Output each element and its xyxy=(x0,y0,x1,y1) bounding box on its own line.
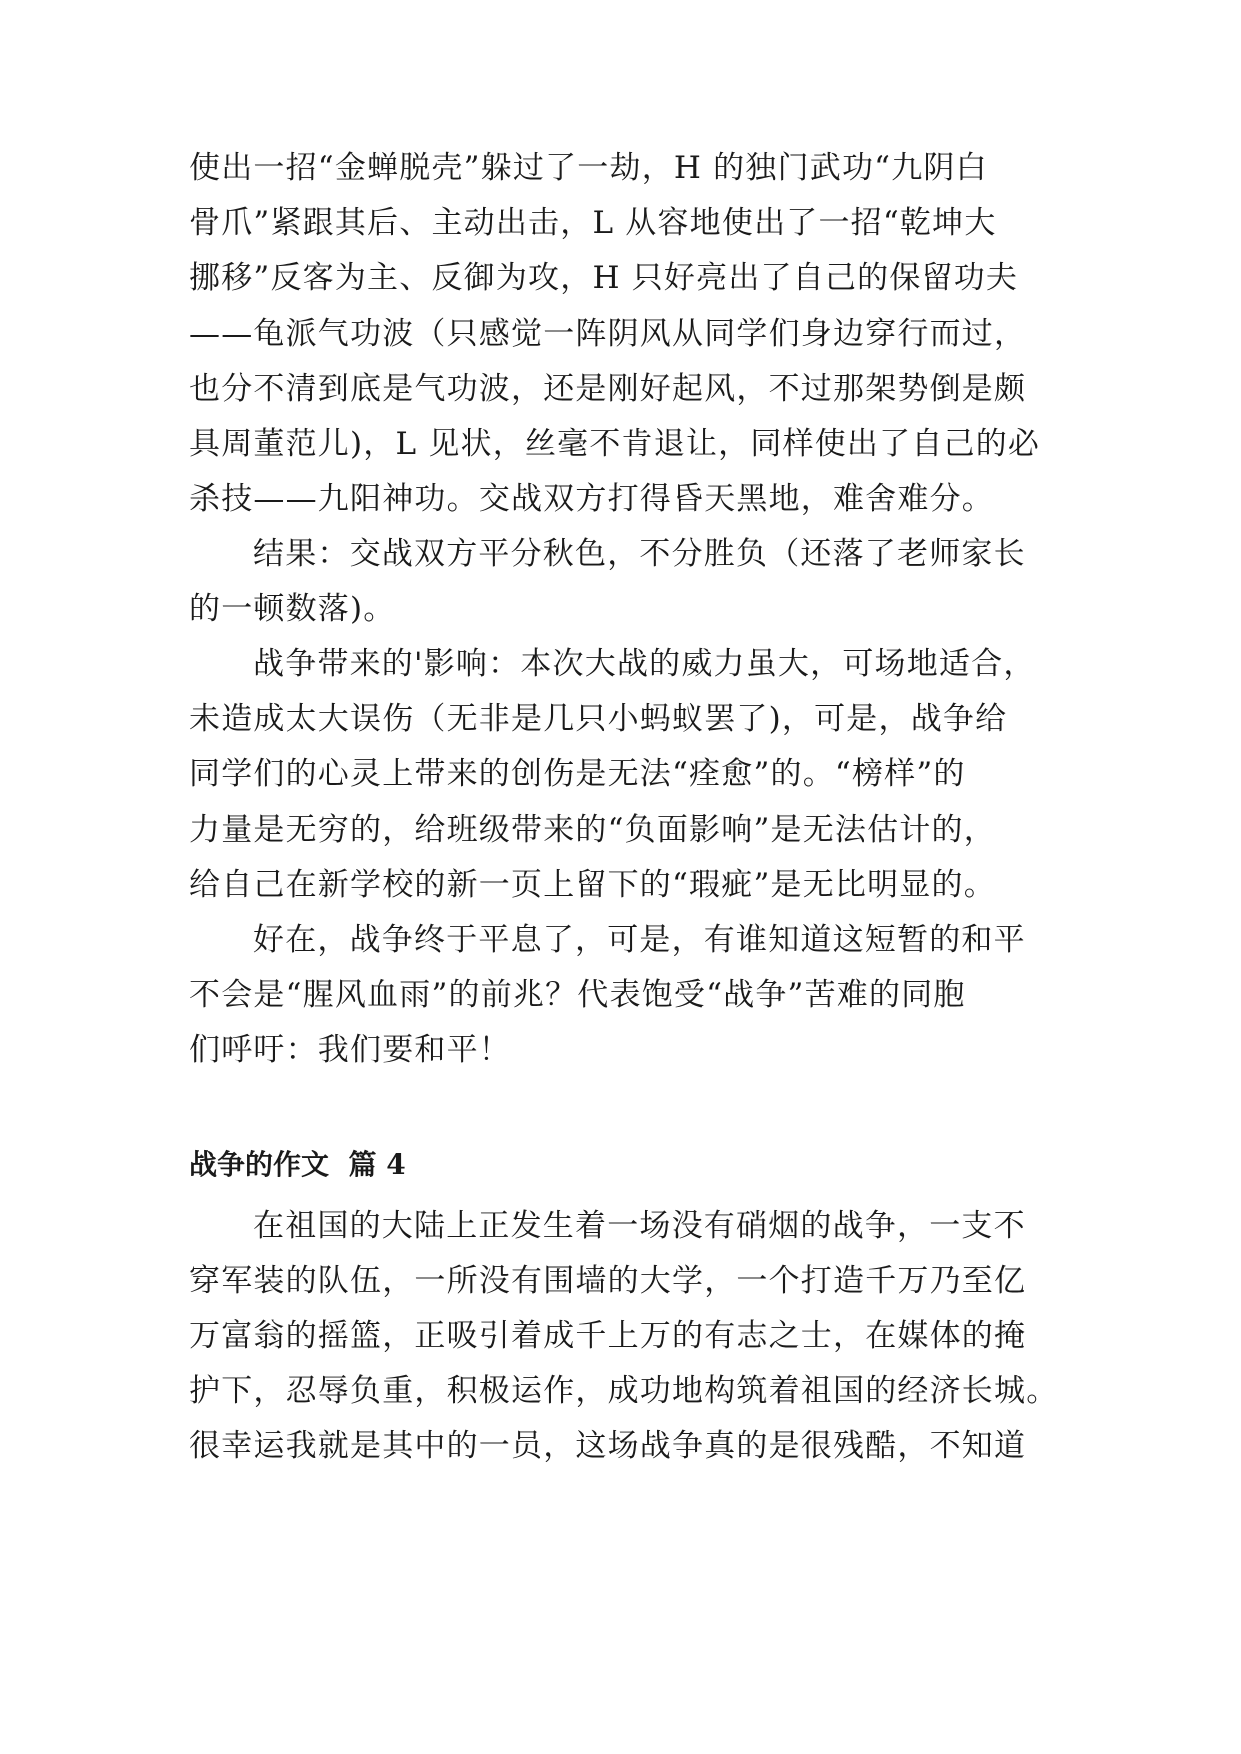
paragraph-line: 战争带来的'影响：本次大战的威力虽大，可场地适合， xyxy=(253,646,1036,682)
paragraph-line: 结果：交战双方平分秋色，不分胜负（还落了老师家长 xyxy=(253,536,1026,572)
paragraph-line: 好在，战争终于平息了，可是，有谁知道这短暂的和平 xyxy=(253,922,1026,958)
paragraph-line: 挪移”反客为主、反御为攻，H 只好亮出了自己的保留功夫 xyxy=(189,260,1019,296)
paragraph-line: 骨爪”紧跟其后、主动出击，L 从容地使出了一招“乾坤大 xyxy=(189,205,997,241)
paragraph-line: ——龟派气功波（只感觉一阵阴风从同学们身边穿行而过， xyxy=(189,316,1027,352)
paragraph-line: 杀技——九阳神功。交战双方打得昏天黑地，难舍难分。 xyxy=(189,481,994,517)
paragraph-line: 具周董范儿)，L 见状，丝毫不肯退让，同样使出了自己的必 xyxy=(189,426,1041,462)
paragraph-line: 力量是无穷的，给班级带来的“负面影响”是无法估计的， xyxy=(189,812,996,848)
paragraph-line: 在祖国的大陆上正发生着一场没有硝烟的战争，一支不 xyxy=(253,1208,1026,1244)
section-title: 战争的作文 篇 4 xyxy=(189,1148,406,1181)
paragraph-line: 给自己在新学校的新一页上留下的“瑕疵”是无比明显的。 xyxy=(189,867,996,903)
paragraph-line: 未造成太大误伤（无非是几只小蚂蚁罢了)，可是，战争给 xyxy=(189,701,1008,737)
paragraph-line: 的一顿数落)。 xyxy=(189,591,396,627)
paragraph-line: 同学们的心灵上带来的创伤是无法“痊愈”的。“榜样”的 xyxy=(189,756,966,792)
paragraph-line: 穿军装的队伍，一所没有围墙的大学，一个打造千万乃至亿 xyxy=(189,1263,1027,1299)
paragraph-line: 万富翁的摇篮，正吸引着成千上万的有志之士，在媒体的掩 xyxy=(189,1318,1027,1354)
paragraph-line: 护下，忍辱负重，积极运作，成功地构筑着祖国的经济长城。 xyxy=(189,1373,1059,1409)
paragraph-line: 很幸运我就是其中的一员，这场战争真的是很残酷，不知道 xyxy=(189,1428,1027,1464)
paragraph-line: 们呼吁：我们要和平！ xyxy=(189,1032,511,1068)
paragraph-line: 使出一招“金蝉脱壳”躲过了一劫，H 的独门武功“九阴白 xyxy=(189,150,988,186)
paragraph-line: 也分不清到底是气功波，还是刚好起风，不过那架势倒是颇 xyxy=(189,371,1027,407)
paragraph-line: 不会是“腥风血雨”的前兆？代表饱受“战争”苦难的同胞 xyxy=(189,977,966,1013)
